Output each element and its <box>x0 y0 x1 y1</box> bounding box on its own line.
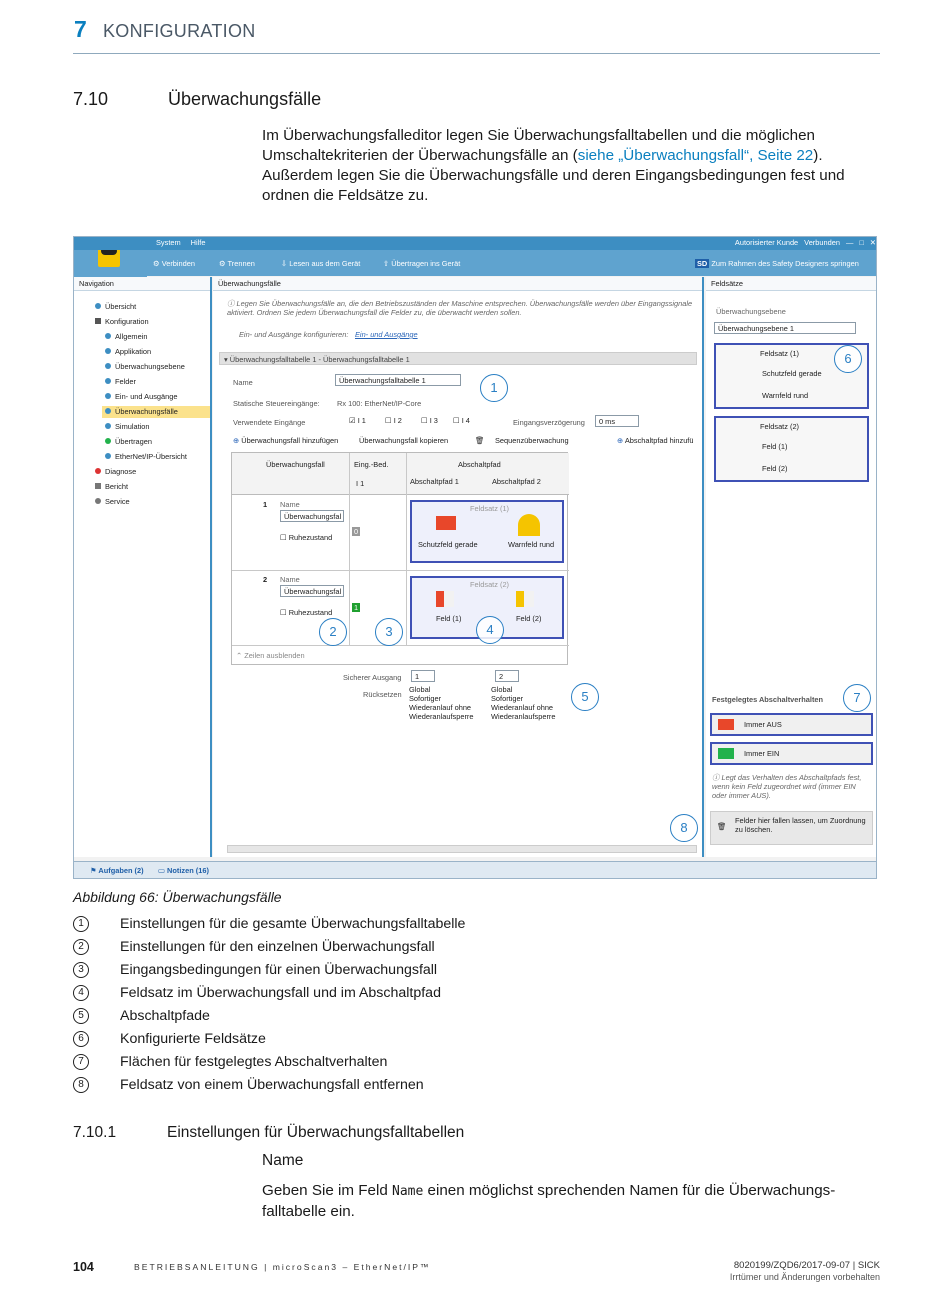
tasks-tab[interactable]: ⚑ Aufgaben (2) <box>90 866 144 875</box>
main-header: Überwachungsfälle <box>213 277 702 291</box>
nav-item-monitoring-cases[interactable]: Überwachungsfälle <box>102 406 210 418</box>
section-number: 7.10 <box>73 89 109 109</box>
input-delay-select[interactable]: 0 ms <box>595 415 639 427</box>
level-label: Überwachungsebene <box>716 307 786 316</box>
reset-path-1: Global Sofortiger Wiederanlauf ohne Wiederanlaufsperre <box>409 685 474 721</box>
nav-item-report[interactable]: Bericht <box>92 481 200 493</box>
case-2-field-1: Feld (1) <box>436 614 462 623</box>
nav-item-configuration[interactable]: Konfiguration <box>92 316 200 328</box>
fieldset-1-title: Feldsatz (1) <box>760 349 800 358</box>
jump-frame-button[interactable]: SD Zum Rahmen des Safety Designers springen <box>697 259 859 268</box>
case-2-field-2: Feld (2) <box>516 614 542 623</box>
navigation-pane <box>74 277 212 857</box>
intro-paragraph: Im Überwachungsfalleditor legen Sie Überwachungsfalltabellen und die möglichen Umschaltekriterien der Überwachungsfälle an (siehe „Überwachungsfall“, Seite 22). Außerdem legen Sie die Überwachungsfälle und deren Eingangsbedingungen fest und ordnen die Feldsätze zu. <box>262 127 845 204</box>
input-1-checkbox[interactable]: ☑ I 1 <box>349 416 366 425</box>
always-off-label: Immer AUS <box>744 720 782 729</box>
col-path-header: Abschaltpfad <box>458 460 501 469</box>
callout-7: 7 <box>843 684 871 712</box>
fixed-behaviour-label: Festgelegtes Abschaltverhalten <box>712 695 824 704</box>
delete-icon[interactable]: 🗑 <box>475 436 485 445</box>
intro-link[interactable]: siehe „Überwachungsfall“, Seite 22 <box>577 147 814 164</box>
add-path-icon: ⊕ <box>617 436 624 445</box>
always-on-label: Immer EIN <box>744 749 780 758</box>
path-1-header: Abschaltpfad 1 <box>410 477 459 486</box>
nav-item-simulation[interactable]: Simulation <box>102 421 210 433</box>
always-on-area[interactable] <box>710 742 873 765</box>
toolbar <box>147 250 877 276</box>
case-2-number: 2 <box>263 575 268 584</box>
copy-case-button[interactable]: Überwachungsfall kopieren <box>359 436 449 445</box>
nav-item-application[interactable]: Applikation <box>102 346 210 358</box>
sequence-monitoring-button[interactable]: Sequenzüberwachung <box>495 436 569 445</box>
name-label: Name <box>233 378 253 387</box>
static-inputs-label: Statische Steuereingänge: <box>233 399 320 408</box>
close-icon[interactable]: ✕ <box>869 238 876 247</box>
footer-note: Irrtümer und Änderungen vorbehalten <box>729 1272 880 1282</box>
reset-path-2: Global Sofortiger Wiederanlauf ohne Wiederanlaufsperre <box>491 685 556 721</box>
info-text: ⓘ Legen Sie Überwachungsfälle an, die den Betriebszuständen der Maschine entsprechen. Überwachungsfälle werden über Eingangssignale aktiviert. Ordnen Sie jedem Überwachungsfall die Felder zu, die überwacht werden sollen. <box>227 299 693 317</box>
io-config-link[interactable]: Ein- und Ausgänge <box>355 330 418 339</box>
path-2-header: Abschaltpfad 2 <box>492 477 541 486</box>
callout-6: 6 <box>834 345 862 373</box>
chapter-title: KONFIGURATION <box>103 21 256 41</box>
callout-8: 8 <box>670 814 698 842</box>
fieldset-2-title: Feldsatz (2) <box>760 422 800 431</box>
always-on-swatch <box>718 748 734 759</box>
case-1-field-1: Schutzfeld gerade <box>418 540 478 549</box>
fieldset-2-card[interactable] <box>714 416 869 482</box>
nav-item-monitoring-level[interactable]: Überwachungsebene <box>102 361 210 373</box>
section-title: Überwachungsfälle <box>168 89 322 109</box>
col-cond-sub: I 1 <box>356 479 365 488</box>
nav-item-general[interactable]: Allgemein <box>102 331 210 343</box>
drop-area[interactable]: 🗑 Felder hier fallen lassen, um Zuordnung zu löschen. <box>710 811 873 845</box>
authorized-customer-label[interactable]: Autorisierter Kunde <box>734 238 799 247</box>
add-path-button[interactable]: ⊕ Abschaltpfad hinzufü <box>617 436 694 445</box>
field-1-icon <box>436 591 454 607</box>
maximize-icon[interactable]: □ <box>859 238 864 247</box>
case-1-name-input[interactable]: Überwachungsfal <box>280 510 344 522</box>
fieldset-1-field-2: Warnfeld rund <box>762 391 809 400</box>
callout-5: 5 <box>571 683 599 711</box>
footer-reference: 8020199/ZQD6/2017-09-07 | SICK <box>733 1260 880 1271</box>
footer-document: BETRIEBSANLEITUNG | microScan3 – EtherNet/IP™ <box>134 1262 431 1272</box>
fieldsets-header: Feldsätze <box>706 277 877 291</box>
trash-icon: 🗑 <box>717 822 727 831</box>
connect-button[interactable]: ⚙ Verbinden <box>153 259 195 268</box>
nav-item-fields[interactable]: Felder <box>102 376 210 388</box>
title-status <box>729 238 876 247</box>
table-group-header[interactable]: ▾ Überwachungsfalltabelle 1 - Überwachungsfalltabelle 1 <box>219 352 697 365</box>
case-2-fieldset-title: Feldsatz (2) <box>470 580 510 589</box>
input-3-checkbox[interactable]: ☐ I 3 <box>421 416 438 425</box>
nav-item-overview[interactable]: Übersicht <box>92 301 200 313</box>
case-2-rest-checkbox[interactable]: ☐ Ruhezustand <box>280 608 333 617</box>
name-paragraph: Geben Sie im Feld Name einen möglichst sprechenden Namen für die Überwachungsfalltabelle ein. <box>262 1182 836 1220</box>
info-icon: ⓘ <box>712 773 722 782</box>
info-icon: ⓘ <box>227 299 237 308</box>
nav-item-io[interactable]: Ein- und Ausgänge <box>102 391 210 403</box>
callout-2: 2 <box>319 618 347 646</box>
software-screenshot <box>73 236 877 879</box>
used-inputs-label: Verwendete Eingänge <box>233 418 306 427</box>
case-1-rest-checkbox[interactable]: ☐ Ruhezustand <box>280 533 333 542</box>
input-delay-label: Eingangsverzögerung <box>513 418 585 427</box>
page-number: 104 <box>73 1260 94 1274</box>
fieldset-2-field-2: Feld (2) <box>762 464 788 473</box>
safe-output-2-select[interactable]: 2 <box>495 670 519 682</box>
chapter-number: 7 <box>74 16 87 42</box>
nav-item-ethernet-overview[interactable]: EtherNet/IP-Übersicht <box>102 451 210 463</box>
menu-bar <box>156 238 215 247</box>
case-1-condition[interactable]: 0 <box>354 527 359 536</box>
menu-help[interactable]: Hilfe <box>190 238 206 247</box>
table-name-input[interactable]: Überwachungsfalltabelle 1 <box>335 374 461 386</box>
fieldset-2-field-1: Feld (1) <box>762 442 788 451</box>
callout-1: 1 <box>480 374 508 402</box>
status-bar <box>74 861 877 879</box>
navigation-header: Navigation <box>74 277 210 291</box>
warning-field-icon <box>518 514 540 536</box>
always-off-area[interactable] <box>710 713 873 736</box>
case-1-fieldset-card[interactable] <box>410 500 564 563</box>
case-2-name-label: Name <box>280 575 300 584</box>
case-1-fieldset-title: Feldsatz (1) <box>470 504 510 513</box>
minimize-icon[interactable]: — <box>845 238 854 247</box>
fieldset-1-field-1: Schutzfeld gerade <box>762 369 822 378</box>
hide-rows-button[interactable]: ⌃ Zeilen ausblenden <box>236 651 305 660</box>
subsection-number: 7.10.1 <box>73 1124 117 1141</box>
col-case-header: Überwachungsfall <box>266 460 325 469</box>
add-case-button[interactable]: ⊕ Überwachungsfall hinzufügen <box>233 436 339 445</box>
always-off-swatch <box>718 719 734 730</box>
menu-system[interactable]: System <box>156 238 181 247</box>
protective-field-icon <box>436 516 456 530</box>
read-device-button[interactable]: ⇩ Lesen aus dem Gerät <box>281 259 361 268</box>
main-pane <box>213 277 704 857</box>
horizontal-scrollbar[interactable] <box>227 845 697 853</box>
nav-item-transfer[interactable]: Übertragen <box>102 436 210 448</box>
static-inputs-value: Rx 100: EtherNet/IP-Core <box>337 399 422 408</box>
io-config-label: Ein- und Ausgänge konfigurieren: <box>239 330 349 339</box>
connected-label: Verbunden <box>804 238 840 247</box>
disconnect-button[interactable]: ⚙ Trennen <box>219 259 255 268</box>
nav-item-service[interactable]: Service <box>92 496 200 508</box>
fixed-info: ⓘ Legt das Verhalten des Abschaltpfads fest, wenn kein Feld zugeordnet wird (immer EIN oder immer AUS). <box>712 773 862 800</box>
safe-output-label: Sicherer Ausgang <box>343 673 402 682</box>
header-divider <box>73 53 880 54</box>
figure-caption: Abbildung 66: Überwachungsfälle <box>73 889 282 905</box>
field-2-icon <box>516 591 534 607</box>
input-4-checkbox[interactable]: ☐ I 4 <box>453 416 470 425</box>
case-1-name-label: Name <box>280 500 300 509</box>
case-2-name-input[interactable]: Überwachungsfal <box>280 585 344 597</box>
case-2-condition[interactable]: 1 <box>354 603 359 612</box>
callout-4: 4 <box>476 616 504 644</box>
reset-label: Rücksetzen <box>363 690 402 699</box>
notes-tab[interactable]: ▭ Notizen (16) <box>158 866 209 875</box>
safe-output-1-select[interactable]: 1 <box>411 670 435 682</box>
col-cond-header: Eing.-Bed. <box>354 460 389 469</box>
callout-3: 3 <box>375 618 403 646</box>
title-bar <box>74 237 877 250</box>
case-1-number: 1 <box>263 500 268 509</box>
nav-item-diagnosis[interactable]: Diagnose <box>92 466 200 478</box>
name-heading: Name <box>262 1152 304 1169</box>
case-1-field-2: Warnfeld rund <box>508 540 555 549</box>
add-icon: ⊕ <box>233 436 240 445</box>
level-select[interactable]: Überwachungsebene 1 <box>714 322 856 334</box>
input-2-checkbox[interactable]: ☐ I 2 <box>385 416 402 425</box>
subsection-title: Einstellungen für Überwachungsfalltabellen <box>167 1124 465 1141</box>
write-device-button[interactable]: ⇧ Übertragen ins Gerät <box>383 259 461 268</box>
